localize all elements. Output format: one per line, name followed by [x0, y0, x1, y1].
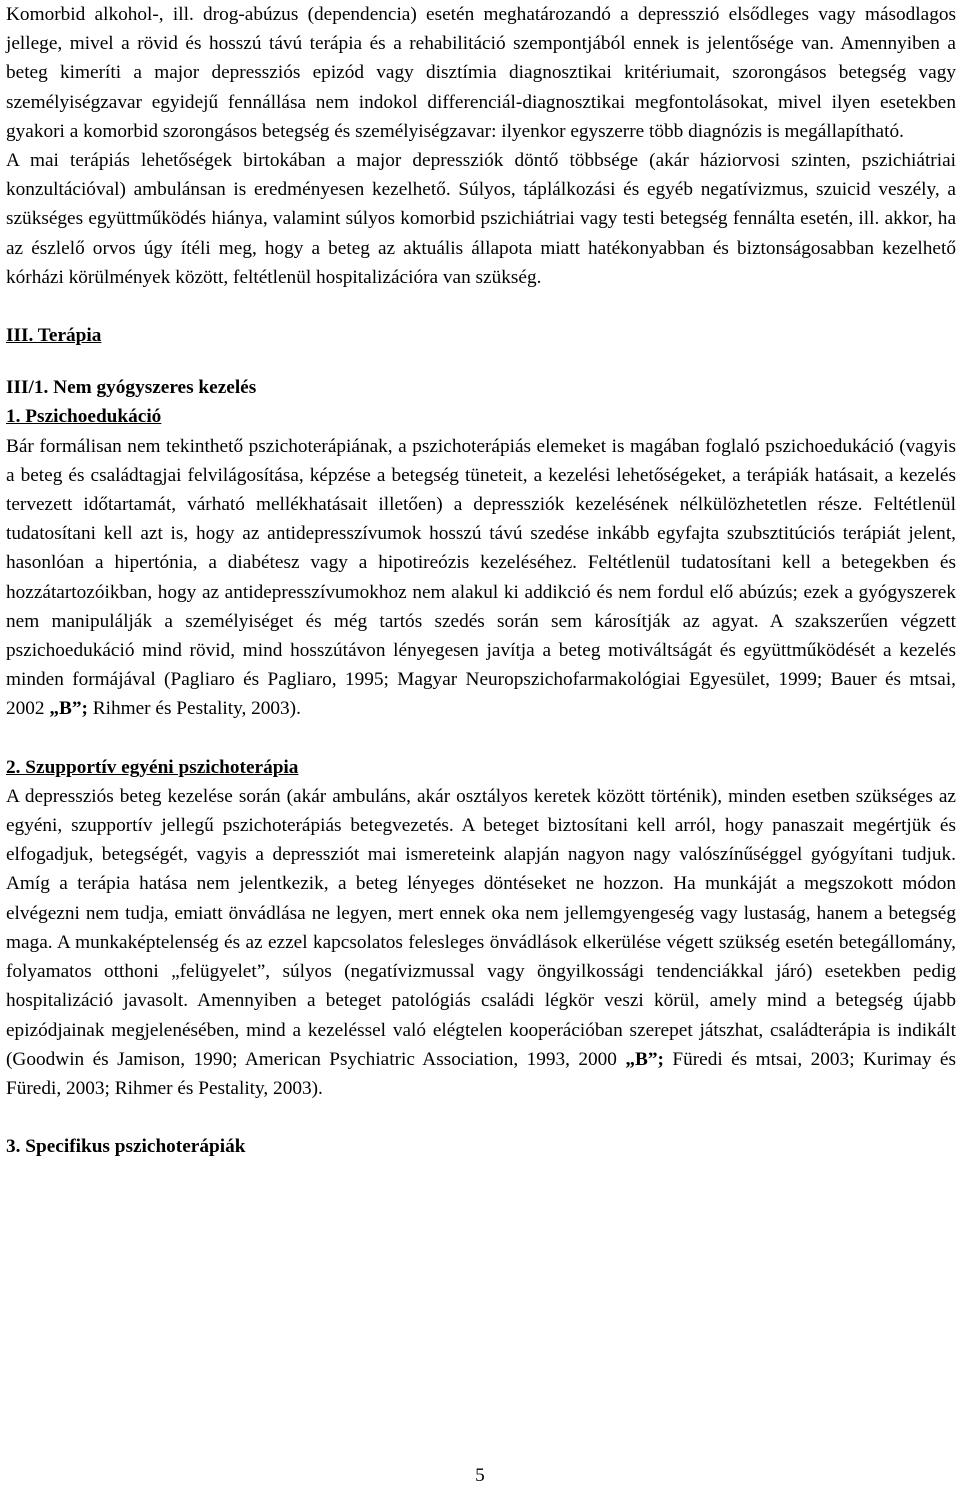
item-heading-psychoeducation: 1. Pszichoedukáció: [6, 406, 162, 428]
paragraph-text: Bár formálisan nem tekinthető pszichoterápiának, a pszichoterápiás elemeket is magában foglaló pszichoedukáció (vagyis a beteg és családtagjai felvilágosítása, képzése a betegség tüneteit, a kezelési lehetőségeket, a terápiák hatásait, a kezelés tervezett időtartamát, várható mellékhatásait illetően) a depressziók kezelésének nélkülözhetetlen része. Feltétlenül tudatosítani kell azt is, hogy az antidepresszívumok hosszú távú szedése inkább egyfajta szubsztitúciós terápiát jelent, hasonlóan a hipertónia, a diabétesz vagy a hipotireózis kezeléséhez. Feltétlenül tudatosítani kell a betegekben és hozzátartozóikban, hogy az antidepresszívumokhoz nem alakul ki addikció és nem fordul elő abúzús; ezek a gyógyszerek nem manipulálják a személyiséget és még tartós szedés során sem károsítják az agyat. A szakszerűen végzett pszichoedukáció mind rövid, mind hosszútávon lényegesen javítja a beteg motiváltságát és együttműködését a kezelés minden formájával (Pagliaro és Pagliaro, 1995; Magyar Neuropszichofarmakológiai Egyesület, 1999; Bauer és mtsai, 2002: [6, 435, 956, 720]
subsection-heading-nonpharma: III/1. Nem gyógyszeres kezelés: [6, 377, 257, 399]
paragraph-comorbidity: Komorbid alkohol-, ill. drog-abúzus (dependencia) esetén meghatározandó a depresszió elsődleges vagy másodlagos jellege, mivel a rövid és hosszú távú terápia és a rehabilitáció szempontjából ennek is jelentősége van. Amennyiben a beteg kimeríti a major depressziós epizód vagy disztímia diagnosztikai kritériumait, szorongásos betegség vagy személyiségzavar egyidejű fennállása nem indokol differenciál-diagnosztikai megfontolásokat, mivel ilyen esetekben gyakori a komorbid szorongásos betegség és személyiségzavar: ilyenkor egyszerre több diagnózis is megállapítható.: [6, 4, 956, 142]
spacer: [6, 724, 956, 753]
section-heading-therapy: III. Terápia: [6, 325, 102, 347]
item-heading-specific: 3. Specifikus pszichoterápiák: [6, 1136, 246, 1158]
paragraph-text-end: Rihmer és Pestality, 2003).: [87, 698, 301, 720]
paragraph-text-end: Füredi és mtsai, 2003; Kurimay és Füredi, 2003; Rihmer és Pestality, 2003).: [6, 1048, 956, 1099]
evidence-grade: „B”;: [49, 698, 88, 720]
item-heading-supportive: 2. Szupportív egyéni pszichoterápia: [6, 756, 299, 778]
paragraph-supportive: [6, 782, 956, 1103]
evidence-grade: „B”;: [625, 1048, 664, 1070]
spacer: [6, 1103, 956, 1132]
page-number: 5: [475, 1465, 485, 1486]
paragraph-psychoeducation: [6, 432, 956, 724]
document-page: [6, 0, 956, 1161]
paragraph-text: A depressziós beteg kezelése során (akár ambuláns, akár osztályos keretek között történik), minden esetben szükséges az egyéni, szupportív jellegű pszichoterápiás betegvezetés. A beteget biztosítani kell arról, hogy panaszait megértjük és elfogadjuk, betegségét, vagyis a depressziót mai ismereteink alapján nagyon nagy valószínűséggel gyógyítani tudjuk. Amíg a terápia hatása nem jelentkezik, a beteg lényeges döntéseket ne hozzon. Ha munkáját a megszokott módon elvégezni nem tudja, emiatt önvádlása ne legyen, mert ennek oka nem jellemgyengeség vagy lustaság, hanem a betegség maga. A munkaképtelenség és az ezzel kapcsolatos felesleges önvádlások elkerülése végett szükség esetén betegállomány, folyamatos otthoni „felügyelet”, súlyos (negatívizmussal vagy öngyilkossági tendenciákkal járó) esetekben pedig hospitalizáció javasolt. Amennyiben a beteget patológiás családi légkör veszi körül, amely mind a betegség újabb epizódjainak megjelenésében, mind a kezeléssel való elégtelen kooperációban szerepet játszhat, családterápia is indikált (Goodwin és Jamison, 1990; American Psychiatric Association, 1993, 2000: [6, 785, 956, 1070]
spacer: [6, 350, 956, 373]
spacer: [6, 292, 956, 321]
paragraph-hospitalization: A mai terápiás lehetőségek birtokában a major depressziók döntő többsége (akár háziorvosi szinten, pszichiátriai konzultációval) ambulánsan is eredményesen kezelhető. Súlyos, táplálkozási és egyéb negatívizmus, szuicid veszély, a szükséges együttműködés hiánya, valamint súlyos komorbid pszichiátriai vagy testi betegség fennálta esetén, ill. akkor, ha az észlelő orvos úgy ítéli meg, hogy a beteg az aktuális állapota miatt hatékonyabban és biztonságosabban kezelhető kórházi körülmények között, feltétlenül hospitalizációra van szükség.: [6, 150, 956, 288]
